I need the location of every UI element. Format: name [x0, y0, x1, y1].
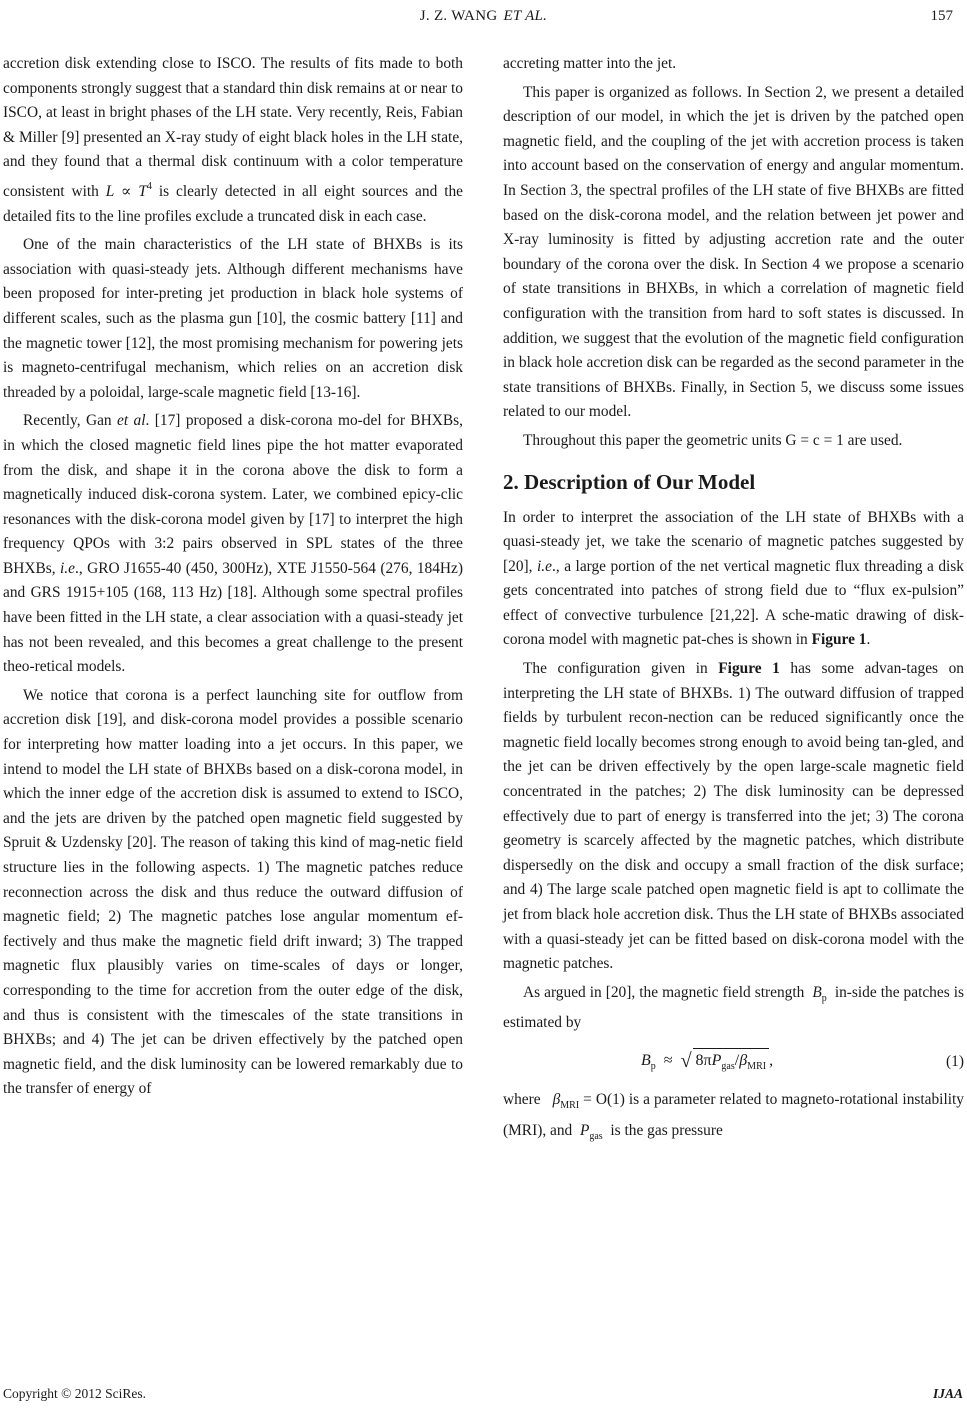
math-symbol: P	[579, 1121, 590, 1139]
page-number: 157	[930, 8, 953, 24]
eq-P: P	[711, 1051, 722, 1069]
math-sub: gas	[589, 1130, 603, 1142]
page-footer	[0, 1386, 967, 1404]
text: is the gas pressure	[610, 1121, 723, 1139]
sqrt-body	[693, 1048, 770, 1080]
text: .	[866, 631, 871, 649]
text: is a parameter related to magneto-rotational instability (MRI), and	[503, 1090, 964, 1139]
text: In order to interpret the association of the LH state of BHXBs with a quasi-steady jet, we take the scenario of magnetic patches suggested by [20],	[503, 508, 964, 575]
paragraph	[3, 409, 463, 680]
text: accretion disk extending close to ISCO. The results of fits made to both components strongly suggest that a standard thin disk remains at or near to ISCO, at least in bright phases of the LH state. Very recently, Reis, Fabian & Miller [9] presented an X-ray study of eight black holes in the LH state, and they found that a thermal disk continuum with a color temperature consistent with	[3, 55, 463, 200]
eq-comma: ,	[769, 1051, 774, 1069]
text: in-side the patches is estimated by	[503, 983, 964, 1032]
equation-1	[503, 1040, 964, 1082]
math-sub: p	[821, 992, 827, 1004]
eq-lhs-sub: p	[650, 1060, 656, 1072]
eq-lhs: B	[641, 1051, 651, 1069]
math-symbol: β	[552, 1090, 561, 1108]
text-italic: i.e	[537, 557, 552, 575]
paragraph	[503, 981, 964, 1036]
right-column	[503, 52, 964, 1153]
text-italic: i.e	[60, 559, 75, 577]
equation-body	[641, 1048, 773, 1080]
paragraph	[3, 52, 463, 229]
text: ., GRO J1655-40 (450, 300Hz), XTE J1550-564 (276, 184Hz) and GRS 1915+105 (168, 113 Hz) [18]. Although some spectral profiles have been fitted in the LH state, a clear association with a quasi-steady jet has not been revealed, and this becomes a great challenge to the present theo-retical models.	[3, 559, 463, 676]
text: The configuration given in	[523, 660, 708, 678]
math-inline: = O(1)	[583, 1090, 625, 1108]
running-head	[0, 8, 967, 25]
text: Recently, Gan	[23, 412, 112, 430]
math-symbol: B	[812, 983, 822, 1001]
eq-coef: 8π	[695, 1051, 712, 1069]
paragraph	[503, 657, 964, 977]
math-sup: 4	[146, 180, 152, 192]
eq-slash: /	[734, 1051, 740, 1069]
page-header	[0, 8, 967, 30]
figure-ref: Figure 1	[718, 660, 780, 678]
section-heading: 2. Description of Our Model	[503, 469, 756, 494]
text: As argued in [20], the magnetic field strength	[523, 983, 805, 1001]
text: where	[503, 1090, 541, 1108]
text: . [17] proposed a disk-corona mo-del for BHXBs, in which the closed magnetic field lines pipe the hot matter evaporated from the disk, and shape it in the corona above the disk to form a magnetically induced disk-corona system. Later, we combined epicy-clic resonances with the disk-corona model given by [17] to interpret the high frequency QPOs with 3:2 pairs observed in SPL states of the three BHXBs,	[3, 412, 463, 577]
math-sub: MRI	[560, 1099, 580, 1111]
paragraph: One of the main characteristics of the LH state of BHXBs is its association with quasi-steady jets. Although different mechanisms have been proposed for inter-preting jet production in black hole systems of different scales, such as the plasma gun [10], the cosmic battery [11] and the magnetic tower [12], the most promising mechanism for powering jets is magneto-centrifugal mechanism, which relies on an accretion disk threaded by a poloidal, large-scale magnetic field [13-16].	[3, 236, 463, 401]
running-head-etal: ET AL.	[503, 8, 548, 24]
text: ., a large portion of the net vertical magnetic flux threading a disk gets concentrated into patches of strong field due to “flux ex-pulsion” effect of convective turbulence [21,22]. A sche-matic drawing of disk-corona model with magnetic pat-ches is shown in	[503, 557, 964, 649]
copyright-notice: Copyright © 2012 SciRes.	[3, 1386, 147, 1401]
text: is clearly detected in all eight sources and the detailed fits to the line profiles exclude a truncated disk in each case.	[3, 182, 464, 225]
eq-P-sub: gas	[721, 1060, 735, 1072]
eq-approx: ≈	[663, 1051, 673, 1069]
text-italic: et al	[117, 412, 146, 430]
math-inline: L ∝ T	[105, 182, 147, 200]
equation-number: (1)	[946, 1052, 964, 1070]
journal-name: IJAA	[932, 1386, 963, 1401]
paragraph: accreting matter into the jet.	[503, 55, 677, 72]
paragraph	[503, 1088, 964, 1149]
paragraph: Throughout this paper the geometric units G = c = 1 are used.	[523, 431, 903, 449]
eq-beta-sub: MRI	[747, 1060, 767, 1072]
paragraph: This paper is organized as follows. In Section 2, we present a detailed description of our model, in which the jet is driven by the patched open magnetic field, and the coupling of the jet with accretion process is taken into account based on the conservation of energy and angular momentum. In Section 3, the spectral profiles of the LH state of five BHXBs are fitted based on the disk-corona model, and the relation between jet power and X-ray luminosity is fitted by adjusting accretion rate and the outer boundary of the corona over the disk. In Section 4 we propose a scenario of state transitions in BHXBs, in which a correlation of magnetic field configuration with the transition from hard to soft states is discussed. In addition, we suggest that the evolution of the magnetic field configuration in black hole accretion disk can be regarded as the second parameter in the state transitions of BHXBs. Finally, in Section 5, we discuss some issues related to our model.	[503, 83, 964, 421]
left-column	[3, 52, 463, 1106]
paragraph: We notice that corona is a perfect launching site for outflow from accretion disk [19], and disk-corona model provides a possible scenario for interpreting how matter loading into a jet occurs. In this paper, we intend to model the LH state of BHXBs based on a disk-corona model, in which the inner edge of the accretion disk is assumed to extend to ISCO, and the jets are driven by the patched open magnetic field suggested by Spruit & Uzdensky [20]. The reason of taking this kind of mag-netic field structure lies in the following aspects. 1) The magnetic patches reduce reconnection across the disk and thus reduce the outward diffusion of magnetic field; 2) The magnetic patches lose angular momentum ef-fectively and thus make the magnetic field drift inward; 3) The trapped magnetic flux plausibly varies on time-scales of days or longer, corresponding to the time for accretion from the outer edge of the disk, and thus is consistent with the timescales of the state transitions in BHXBs; and 4) The jet can be driven effectively by the patched open magnetic field, and the disk luminosity can be lowered remarkably due to the transfer of energy of	[3, 686, 463, 1098]
text: has some advan-tages on interpreting the LH state of BHXBs. 1) The outward diffusion of trapped fields by turbulent recon-nection can be reduced significantly once the magnetic field locally becomes strong enough to avoid being tan-gled, and the jet can be driven effectively by the open large-scale magnetic field concentrated in the patches; 2) The disk luminosity can be depressed effectively due to part of energy is transferred into the jet; 3) The corona geometry is scarcely affected by the magnetic patches, which distribute dispersedly on the disk and occupy a small fraction of the disk surface; and 4) The large scale patched open magnetic field is apt to collimate the jet from black hole accretion disk. Thus the LH state of BHXBs associated with a quasi-steady jet can be fitted based on disk-corona model with the magnetic patches.	[503, 660, 964, 973]
eq-beta: β	[739, 1051, 748, 1069]
paragraph	[503, 506, 964, 654]
figure-ref: Figure 1	[811, 631, 867, 649]
running-head-author: J. Z. WANG	[419, 8, 498, 24]
sqrt-sign: √	[680, 1049, 692, 1072]
